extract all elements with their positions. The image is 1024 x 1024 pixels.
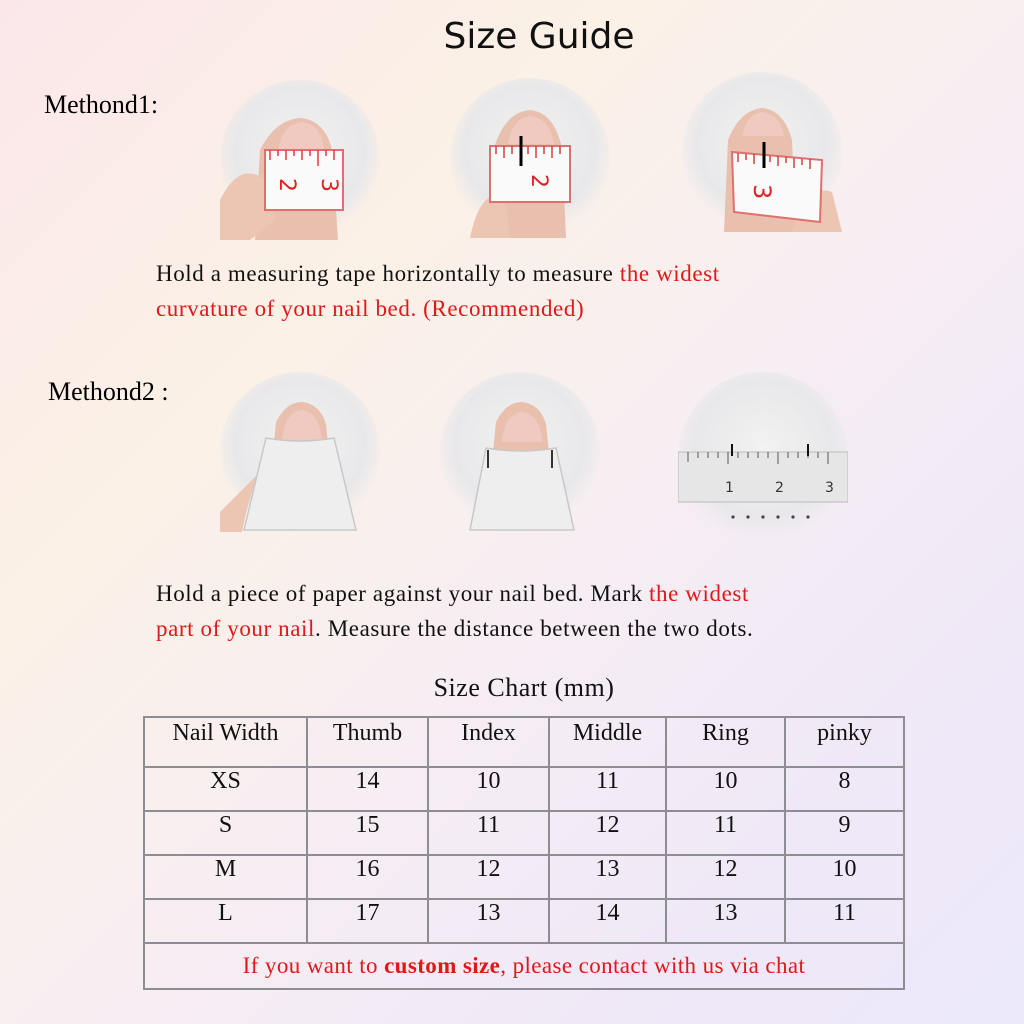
header-middle: Middle <box>549 717 666 767</box>
table-cell: 14 <box>549 899 666 943</box>
table-cell: 13 <box>666 899 785 943</box>
table-cell: 8 <box>785 767 904 811</box>
table-header-row <box>144 717 904 767</box>
table-cell: 11 <box>666 811 785 855</box>
table-row <box>144 811 904 855</box>
svg-text:2: 2 <box>526 174 551 188</box>
table-cell: 10 <box>785 855 904 899</box>
size-chart-table <box>143 716 905 990</box>
finger-paper-marked-photo <box>440 372 600 532</box>
table-cell: XS <box>144 767 307 811</box>
table-cell: 11 <box>549 767 666 811</box>
finger-tape-photo-2 <box>450 78 610 238</box>
table-cell: 11 <box>428 811 549 855</box>
table-row <box>144 767 904 811</box>
svg-text:2: 2 <box>775 480 784 496</box>
svg-text:3: 3 <box>748 184 776 200</box>
header-thumb: Thumb <box>307 717 428 767</box>
table-cell: 17 <box>307 899 428 943</box>
table-cell: 15 <box>307 811 428 855</box>
svg-text:1: 1 <box>725 480 734 496</box>
table-cell: 13 <box>428 899 549 943</box>
table-cell: 13 <box>549 855 666 899</box>
method1-description: Hold a measuring tape horizontally to measure the widest curvature of your nail bed. (Recommended) <box>156 261 720 321</box>
table-cell: M <box>144 855 307 899</box>
method1-label: Methond1: <box>44 90 159 119</box>
table-cell: 12 <box>549 811 666 855</box>
finger-paper-photo-1 <box>220 372 380 532</box>
table-cell: 11 <box>785 899 904 943</box>
table-cell: 9 <box>785 811 904 855</box>
table-cell: L <box>144 899 307 943</box>
method2-label: Methond2 : <box>48 377 169 406</box>
finger-tape-photo-1 <box>220 80 380 240</box>
header-ring: Ring <box>666 717 785 767</box>
size-chart-title: Size Chart (mm) <box>433 673 615 702</box>
table-row <box>144 855 904 899</box>
header-index: Index <box>428 717 549 767</box>
svg-text:2: 2 <box>274 178 299 192</box>
finger-tape-photo-3 <box>682 72 842 232</box>
table-cell: 12 <box>428 855 549 899</box>
table-row <box>144 899 904 943</box>
header-nail-width: Nail Width <box>144 717 307 767</box>
table-cell: 10 <box>666 767 785 811</box>
table-cell: 14 <box>307 767 428 811</box>
table-footer-row <box>144 943 904 989</box>
table-cell: 12 <box>666 855 785 899</box>
table-cell: 16 <box>307 855 428 899</box>
page-title: Size Guide <box>443 16 635 57</box>
svg-text:3: 3 <box>825 480 834 496</box>
table-cell: S <box>144 811 307 855</box>
method2-description: Hold a piece of paper against your nail bed. Mark the widest part of your nail. Measure the distance between the two dots. <box>156 581 754 641</box>
header-pinky: pinky <box>785 717 904 767</box>
table-cell: 10 <box>428 767 549 811</box>
custom-size-note: If you want to custom size, please contact with us via chat <box>144 943 904 989</box>
svg-text:3: 3 <box>316 178 341 192</box>
ruler-measure-photo <box>678 372 848 542</box>
